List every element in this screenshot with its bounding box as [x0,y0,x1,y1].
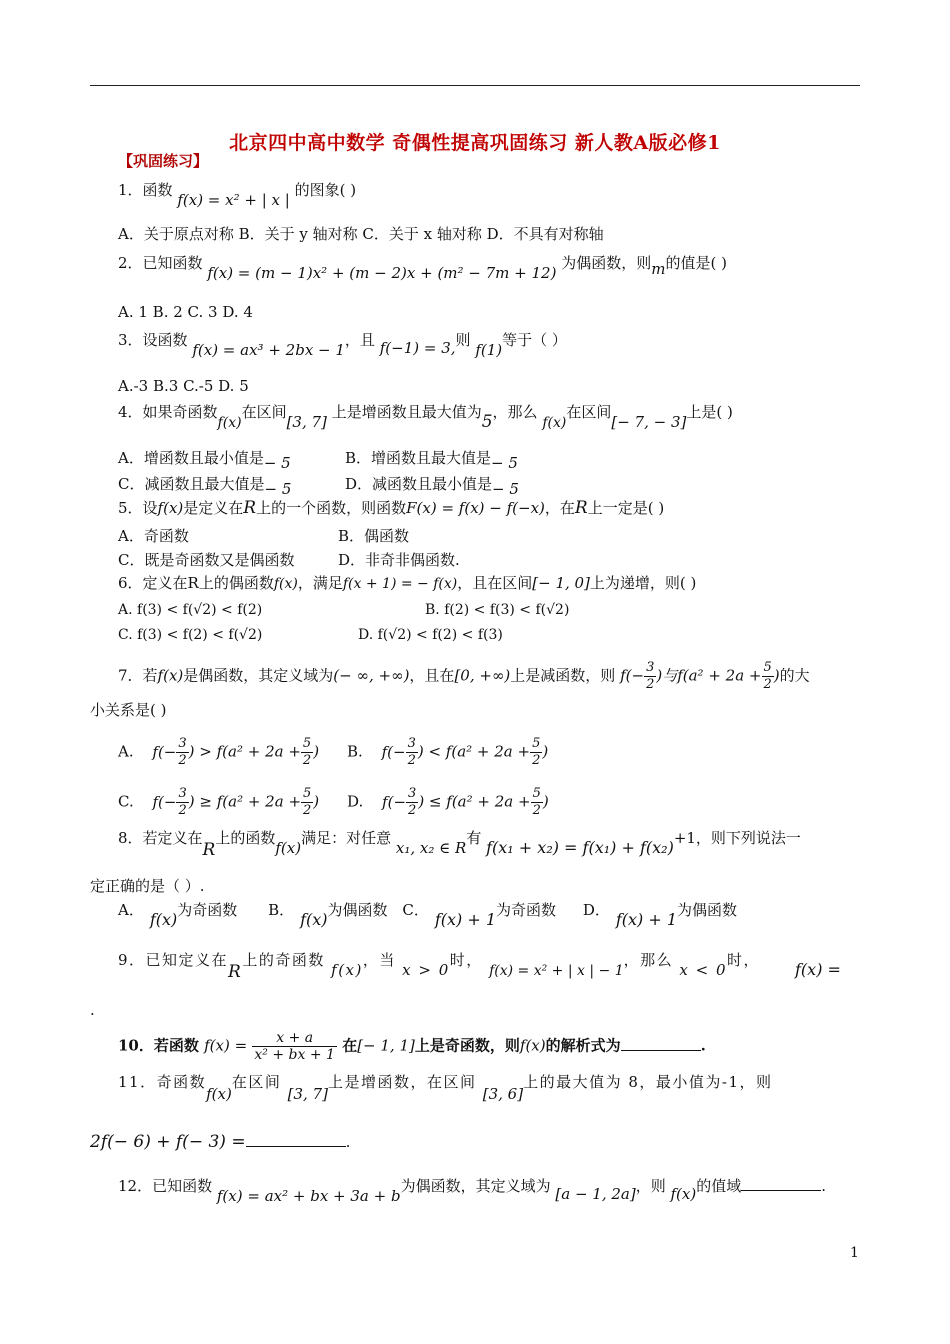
question-11-answer: 2f(− 6) + f(− 3) = . [90,1132,351,1152]
question-6-option-b: B. f(2) < f(3) < f(√2) [425,602,570,618]
question-9: 9．已知定义在R上的奇函数 f(x)，当 x > 0时， f(x) = x² + | x | − 1，那么 x < 0时， [118,951,761,982]
question-10: 10．若函数 f(x) = $\frac{x + a}{\text{x² + bx + 1}}$ 在[− 1, 1]上是奇函数，则f(x)的解析式为 . [118,1030,706,1063]
document-title: 北京四中高中数学 奇偶性提高巩固练习 新人教A版必修1 [229,132,721,154]
answer-blank [741,1176,821,1191]
question-4-option-d: D．减函数且最小值是− 5 [345,475,519,498]
question-4-option-b: B．增函数且最大值是− 5 [345,449,518,472]
question-6-option-c: C. f(3) < f(2) < f(√2) [118,627,263,643]
fraction-q10: $\frac{x + a}{\text{x² + bx + 1}}$ [254,1030,335,1063]
answer-blank [246,1132,346,1147]
question-7-option-a: A. f(− $\frac{3}{2}$ ) > f(a² + 2a + $\frac{5}{2}$ ) [118,736,320,768]
fraction-5-2: $\frac{5}{2}$ [763,660,772,692]
question-4-option-a: A．增函数且最小值是− 5 [118,449,291,472]
question-7: 7．若f(x)是偶函数，其定义域为(− ∞, +∞)，且在[0, +∞)上是减函数，则 f(− $\frac{3}{2}$ )与f(a² + 2a + $\frac{5}{2}$ )的大 [118,660,810,692]
fraction-3-2: $\frac{3}{2}$ [646,660,655,692]
question-7-line-2: 小关系是( ) [90,701,167,719]
question-8: 8．若定义在R上的函数f(x)满足：对任意 x₁, x₂ ∈ R有 f(x₁ + x₂) = f(x₁) + f(x₂)+1，则下列说法一 [118,829,801,860]
section-heading: 【巩固练习】 [118,152,209,170]
question-6-option-d: D. f(√2) < f(2) < f(3) [358,627,503,643]
header-rule [90,85,860,86]
question-3-options: A.-3 B.3 C.-5 D. 5 [118,377,249,395]
question-5-option-c: C．既是奇函数又是偶函数 [118,551,295,569]
question-8-line-2: 定正确的是（ ）. [90,877,205,895]
question-12: 12．已知函数 f(x) = ax² + bx + 3a + b为偶函数，其定义域为 [a − 1, 2a]，则 f(x)的值域 . [118,1177,827,1205]
question-5-option-a: A．奇函数 [118,527,189,545]
question-8-options: A． f(x)为奇函数 B． f(x)为偶函数 C． f(x) + 1为奇函数 D． f(x) + 1为偶函数 [118,901,738,929]
question-5-option-b: B．偶函数 [338,527,410,545]
question-2-options: A. 1 B. 2 C. 3 D. 4 [118,303,253,321]
question-9-end: . [90,1001,95,1019]
question-6-option-a: A. f(3) < f(√2) < f(2) [118,602,263,618]
question-6: 6．定义在R上的偶函数f(x)，满足f(x + 1) = − f(x)，且在区间[− 1, 0]上为递增，则( ) [118,574,697,592]
question-1: 1．函数 f(x) = x² + | x | 的图象( ) [118,181,357,209]
page-number: 1 [850,1245,859,1261]
question-2: 2．已知函数 f(x) = (m − 1)x² + (m − 2)x + (m² − 7m + 12) 为偶函数，则m的值是( ) [118,254,727,282]
question-9-answer: f(x) = [795,960,841,979]
question-4: 4．如果奇函数f(x)在区间[3, 7] 上是增函数且最大值为5，那么 f(x)在区间[− 7, − 3]上是( ) [118,403,733,432]
question-5: 5．设f(x)是定义在R上的一个函数，则函数F(x) = f(x) − f(−x)，在R上一定是( ) [118,498,665,518]
question-11: 11．奇函数f(x)在区间 [3, 7]上是增函数，在区间 [3, 6]上的最大值为 8，最小值为-1，则 [118,1073,773,1103]
question-7-option-c: C. f(− $\frac{3}{2}$ ) ≥ f(a² + 2a + $\frac{5}{2}$ ) [118,786,320,818]
question-3: 3．设函数 f(x) = ax³ + 2bx − 1，且 f(−1) = 3,则 f(1)等于（ ） [118,331,567,359]
question-5-option-d: D．非奇非偶函数. [338,551,460,569]
question-4-option-c: C．减函数且最大值是− 5 [118,475,292,498]
question-7-option-d: D. f(− $\frac{3}{2}$ ) ≤ f(a² + 2a + $\frac{5}{2}$ ) [347,786,549,818]
question-1-options: A．关于原点对称 B．关于 y 轴对称 C．关于 x 轴对称 D．不具有对称轴 [118,225,604,243]
question-7-option-b: B. f(− $\frac{3}{2}$ ) < f(a² + 2a + $\frac{5}{2}$ ) [347,736,549,768]
answer-blank [621,1036,701,1051]
